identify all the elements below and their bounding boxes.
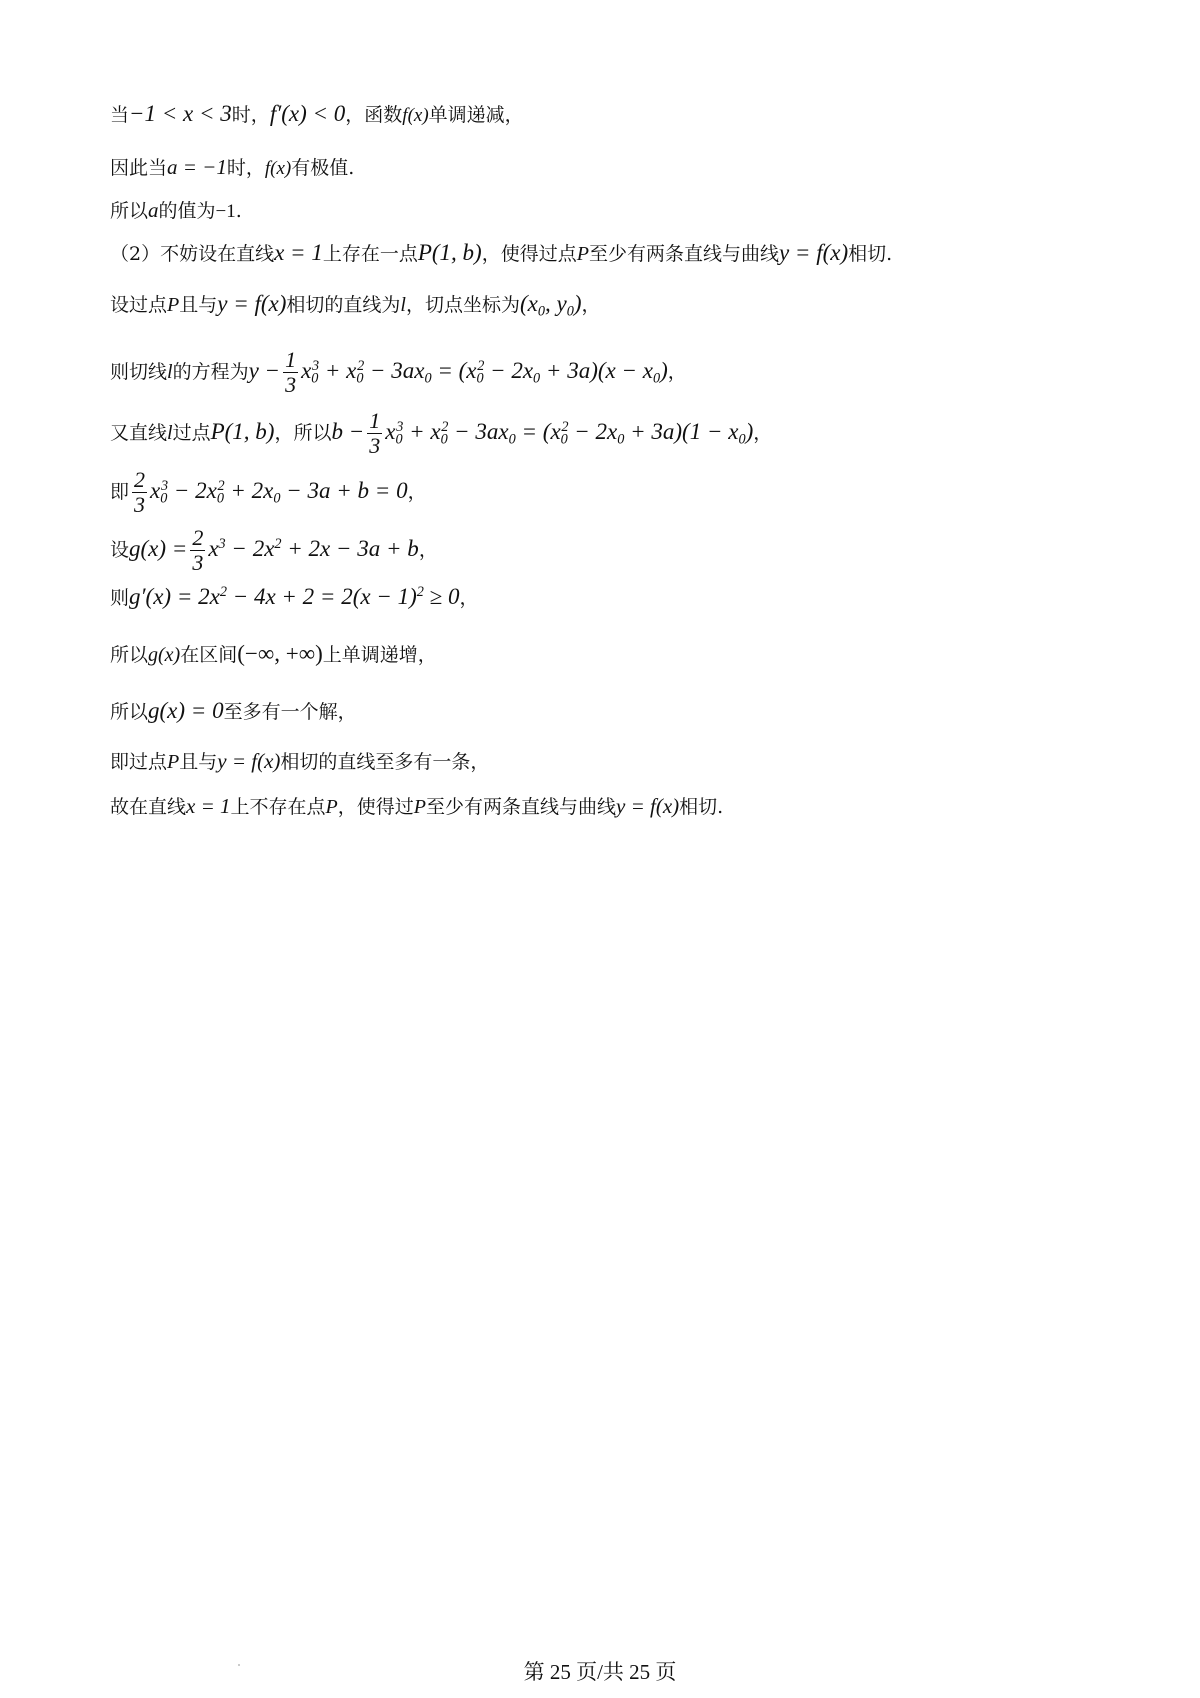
text-line-14 bbox=[110, 792, 723, 821]
text-run: ， bbox=[667, 360, 687, 383]
text-run: ， bbox=[753, 421, 773, 444]
text-line-5 bbox=[110, 290, 601, 319]
math-equation: g(x) = $\frac{2}{3}$ $x^3 - 2x^2 + 2x - 3a + b$ bbox=[129, 525, 419, 575]
text-run: 且与 bbox=[179, 751, 218, 773]
math-equation: y = f(x) bbox=[616, 794, 680, 818]
text-run: 则 bbox=[110, 587, 130, 609]
text-run: 上不存在点 bbox=[230, 796, 326, 818]
text-line-8 bbox=[110, 468, 427, 517]
text-run: 时， bbox=[226, 157, 265, 179]
text-run: 在区间 bbox=[180, 644, 238, 666]
math-derivative: f′(x) < 0 bbox=[269, 101, 346, 126]
text-run: ，使得过 bbox=[337, 796, 414, 818]
text-run: 单调递减， bbox=[428, 104, 524, 126]
text-run: 即 bbox=[110, 480, 130, 503]
text-run: 设 bbox=[110, 538, 130, 561]
text-line-13 bbox=[110, 747, 489, 776]
text-run: 有极值. bbox=[291, 157, 355, 179]
math-variable: P bbox=[325, 796, 338, 818]
math-variable: l bbox=[167, 421, 173, 444]
text-line-9 bbox=[110, 526, 438, 575]
math-function: g(x) bbox=[148, 644, 181, 666]
text-run: ， bbox=[459, 587, 479, 609]
text-run: 设过点 bbox=[110, 294, 168, 316]
text-line-6 bbox=[110, 348, 687, 397]
math-equation: x = 1 bbox=[274, 240, 323, 265]
text-line-2 bbox=[110, 153, 354, 183]
math-equation: $\frac{2}{3}$ $x_0^3 - 2x_0^2 + 2x_0 - 3a + b = 0$ bbox=[134, 467, 408, 517]
text-run: 即过点 bbox=[110, 751, 168, 773]
math-equation: y = f(x) bbox=[778, 240, 849, 265]
text-run: 又直线 bbox=[110, 421, 168, 444]
math-fraction: $\frac{1}{3}$ bbox=[285, 347, 297, 397]
text-run: . bbox=[235, 200, 242, 222]
page-footer: 第 25 页/共 25 页 bbox=[523, 1660, 677, 1684]
text-run: 所以 bbox=[110, 644, 149, 666]
text-line-4 bbox=[110, 239, 892, 268]
text-run: 且与 bbox=[179, 294, 218, 316]
text-run: ，切点坐标为 bbox=[405, 294, 520, 316]
text-run: 至少有两条直线与曲线 bbox=[425, 796, 616, 818]
text-run: （2）不妨设在直线 bbox=[110, 243, 275, 265]
text-line-11 bbox=[110, 640, 437, 669]
text-line-3 bbox=[110, 196, 242, 226]
text-run: 所以 bbox=[110, 200, 149, 222]
math-equation: $g'(x) = 2x^2 - 4x + 2 = 2(x - 1)^2 \ge 0$ bbox=[129, 584, 460, 609]
text-run: 的方程为 bbox=[172, 360, 249, 383]
math-variable: P bbox=[167, 294, 180, 316]
text-run: 相切. bbox=[679, 796, 724, 818]
math-variable: l bbox=[400, 294, 406, 316]
text-run: ，函数 bbox=[345, 104, 403, 126]
text-run: 相切的直线为 bbox=[286, 294, 401, 316]
math-fraction: $\frac{2}{3}$ bbox=[192, 525, 204, 575]
text-run: ， bbox=[418, 538, 438, 561]
math-point: P(1, b) bbox=[417, 240, 482, 265]
text-run: 上单调递增， bbox=[322, 644, 437, 666]
text-line-7 bbox=[110, 409, 772, 458]
math-fraction: $\frac{1}{3}$ bbox=[369, 408, 381, 458]
math-equation: g(x) = 0 bbox=[148, 698, 224, 723]
text-run: 相切的直线至多有一条， bbox=[280, 751, 490, 773]
math-function: f(x) bbox=[402, 105, 429, 126]
text-run: 的值为 bbox=[158, 200, 216, 222]
math-equation: y − $\frac{1}{3}$ $x_0^3 + x_0^2 - 3ax_0 = (x_0^2 - 2x_0 + 3a)(x - x_0)$ bbox=[248, 347, 668, 397]
text-run: 至多有一个解， bbox=[223, 701, 357, 723]
math-variable: l bbox=[167, 360, 173, 383]
math-equation: a = −1 bbox=[167, 155, 227, 179]
math-point: ($x_0$, $y_0$) bbox=[520, 291, 582, 320]
math-equation: y = f(x) bbox=[217, 291, 287, 316]
text-run: 上存在一点 bbox=[322, 243, 418, 265]
text-run: 故在直线 bbox=[110, 796, 187, 818]
math-equation: y = f(x) bbox=[217, 749, 281, 773]
math-fraction: $\frac{2}{3}$ bbox=[134, 467, 146, 517]
text-run: 则切线 bbox=[110, 360, 168, 383]
math-value: −1 bbox=[215, 201, 236, 222]
math-point: P(1, b) bbox=[210, 418, 275, 444]
math-variable: a bbox=[148, 198, 159, 222]
text-line-12 bbox=[110, 697, 357, 726]
math-interval: (−∞, +∞) bbox=[237, 641, 323, 666]
math-inequality: −1 < x < 3 bbox=[129, 101, 232, 126]
math-variable: P bbox=[576, 243, 589, 265]
text-line-1 bbox=[110, 100, 524, 130]
text-run: ， bbox=[407, 480, 427, 503]
text-run: ， bbox=[581, 294, 601, 316]
math-function: f(x) bbox=[264, 158, 292, 179]
text-run: 过点 bbox=[172, 421, 211, 444]
text-run: 至少有两条直线与曲线 bbox=[588, 243, 779, 265]
math-equation: b − $\frac{1}{3}$ $x_0^3 + x_0^2 - 3ax_0 = (x_0^2 - 2x_0 + 3a)(1 - x_0)$ bbox=[331, 408, 754, 458]
math-variable: P bbox=[167, 751, 180, 773]
text-run: 时， bbox=[231, 104, 270, 126]
text-run: ，使得过点 bbox=[481, 243, 577, 265]
text-run: 所以 bbox=[110, 701, 149, 723]
math-equation: x = 1 bbox=[186, 794, 231, 818]
text-run: 因此当 bbox=[110, 157, 168, 179]
text-run: 相切. bbox=[848, 243, 893, 265]
text-run: ，所以 bbox=[274, 421, 332, 444]
math-variable: P bbox=[413, 796, 426, 818]
text-line-10 bbox=[110, 583, 479, 612]
text-run: 当 bbox=[110, 104, 130, 126]
